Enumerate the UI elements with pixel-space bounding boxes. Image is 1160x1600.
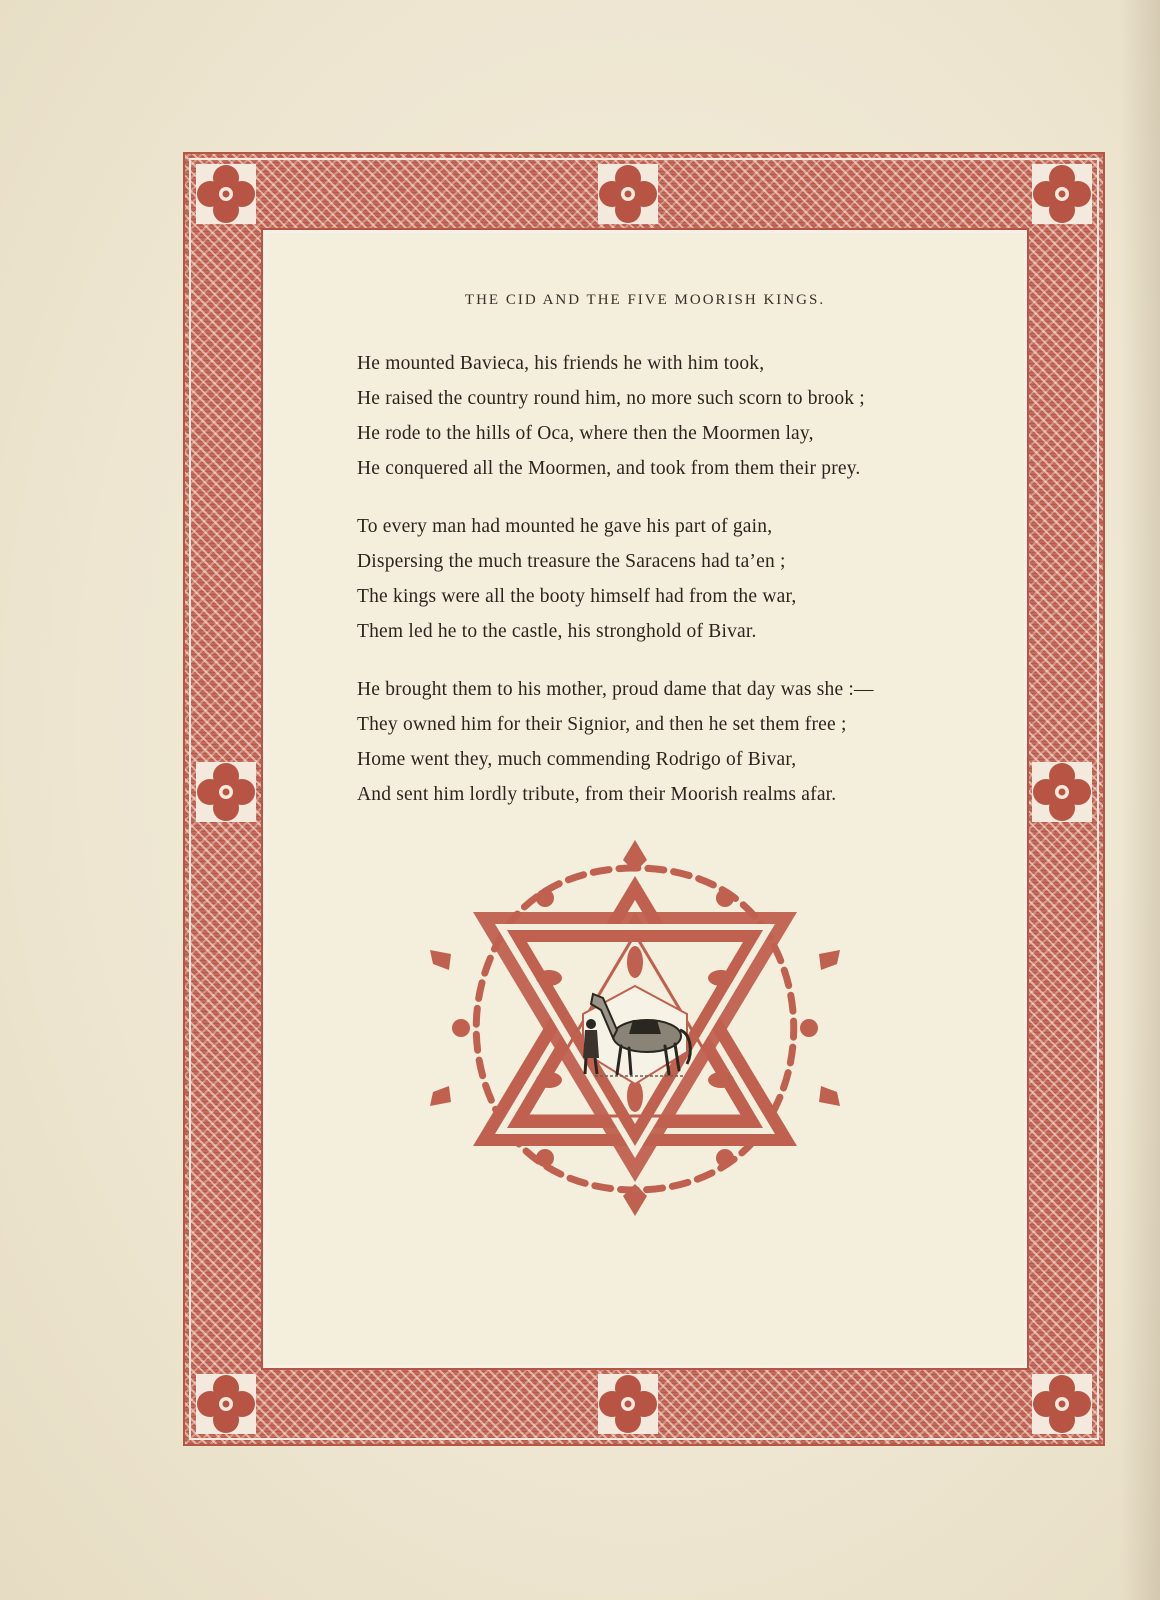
- stanza-3: [357, 672, 997, 812]
- rosette-top-right-icon: [1030, 162, 1094, 226]
- poem-line: Dispersing the much treasure the Saracens had ta’en ;: [357, 551, 786, 572]
- poem-line: He conquered all the Moormen, and took from them their prey.: [357, 458, 861, 479]
- poem-line: They owned him for their Signior, and then he set them free ;: [357, 714, 847, 735]
- page-title: THE CID AND THE FIVE MOORISH KINGS.: [464, 292, 826, 308]
- poem-line: He brought them to his mother, proud dame that day was she :—: [357, 679, 874, 700]
- poem-line: He raised the country round him, no more such scorn to brook ;: [357, 388, 865, 409]
- rosette-left-middle-icon: [194, 760, 258, 824]
- rosette-bottom-right-icon: [1030, 1372, 1094, 1436]
- poem-line: He mounted Bavieca, his friends he with him took,: [357, 353, 765, 374]
- rosette-top-left-icon: [194, 162, 258, 226]
- rosette-bottom-center-icon: [596, 1372, 660, 1436]
- stanza-2: [357, 509, 997, 649]
- poem-line: The kings were all the booty himself had from the war,: [357, 586, 797, 607]
- rosette-top-center-icon: [596, 162, 660, 226]
- poem: [357, 346, 997, 835]
- rosette-bottom-left-icon: [194, 1372, 258, 1436]
- poem-line: Them led he to the castle, his stronghold of Bivar.: [357, 621, 757, 642]
- poem-line: He rode to the hills of Oca, where then the Moormen lay,: [357, 423, 814, 444]
- rosette-right-middle-icon: [1030, 760, 1094, 824]
- poem-line: To every man had mounted he gave his part of gain,: [357, 516, 773, 537]
- page-gutter-shadow: [1120, 0, 1160, 1600]
- six-pointed-star-emblem-icon: [425, 838, 845, 1218]
- poem-line: And sent him lordly tribute, from their Moorish realms afar.: [357, 784, 837, 805]
- poem-line: Home went they, much commending Rodrigo of Bivar,: [357, 749, 797, 770]
- stanza-1: [357, 346, 997, 486]
